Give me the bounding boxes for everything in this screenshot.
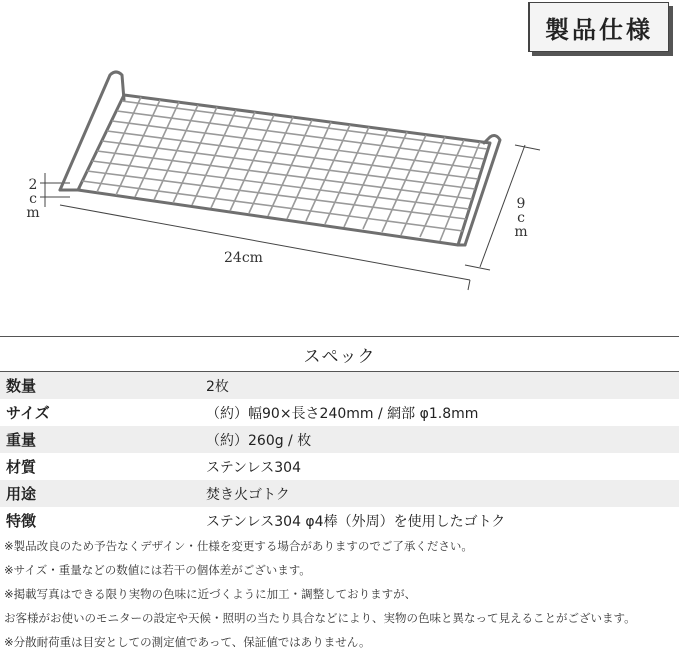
- height-dimension-label: [26, 177, 40, 219]
- width-dimension-label: [514, 196, 528, 238]
- grill-grate-image: [0, 55, 679, 345]
- spec-row-usage: [0, 480, 679, 507]
- height-char-3: m: [25, 205, 41, 219]
- width-char-1: 9: [513, 196, 529, 210]
- note-item: ※製品改良のため予告なくデザイン・仕様を変更する場合がありますのでご了承ください。: [4, 539, 473, 553]
- spec-title: [0, 336, 679, 372]
- spec-row-quantity: [0, 372, 679, 399]
- grill-grate-illustration: [0, 55, 679, 345]
- spec-value: ステンレス304: [206, 459, 301, 476]
- spec-rows: [0, 372, 679, 534]
- product-spec-badge: [528, 2, 669, 52]
- spec-notes: [0, 534, 679, 654]
- spec-table: [0, 336, 679, 654]
- spec-label: 重量: [6, 431, 37, 449]
- badge-title: 製品仕様: [545, 15, 653, 44]
- spec-value: 2枚: [206, 378, 229, 395]
- spec-row-size: [0, 399, 679, 426]
- spec-value: （約）幅90×長さ240mm / 網部 φ1.8mm: [206, 405, 479, 422]
- spec-value: 焚き火ゴトク: [206, 486, 290, 503]
- note-item: ※分散耐荷重は目安としての測定値であって、保証値ではありません。: [4, 635, 371, 649]
- spec-row-weight: [0, 426, 679, 453]
- spec-label: 数量: [6, 377, 37, 395]
- length-value: 24cm: [224, 250, 263, 266]
- spec-value: ステンレス304 φ4棒（外周）を使用したゴトク: [206, 513, 506, 530]
- note-item: お客様がお使いのモニターの設定や天候・照明の当たり具合などにより、実物の色味と異なって見えることがございます。: [4, 611, 636, 625]
- spec-title-text: スペック: [303, 346, 376, 367]
- spec-label: サイズ: [6, 404, 50, 422]
- height-char-2: c: [25, 191, 41, 205]
- width-char-2: c: [513, 210, 529, 224]
- spec-row-material: [0, 453, 679, 480]
- note-item: ※サイズ・重量などの数値には若干の個体差がございます。: [4, 563, 311, 577]
- spec-value: （約）260g / 枚: [206, 432, 312, 449]
- width-char-3: m: [513, 224, 529, 238]
- spec-label: 材質: [6, 458, 37, 476]
- length-dimension-label: [224, 250, 263, 266]
- spec-label: 用途: [6, 485, 37, 503]
- height-char-1: 2: [25, 177, 41, 191]
- spec-label: 特徴: [6, 512, 37, 530]
- spec-row-feature: [0, 507, 679, 534]
- note-item: ※掲載写真はできる限り実物の色味に近づくように加工・調整しておりますが、: [4, 587, 417, 601]
